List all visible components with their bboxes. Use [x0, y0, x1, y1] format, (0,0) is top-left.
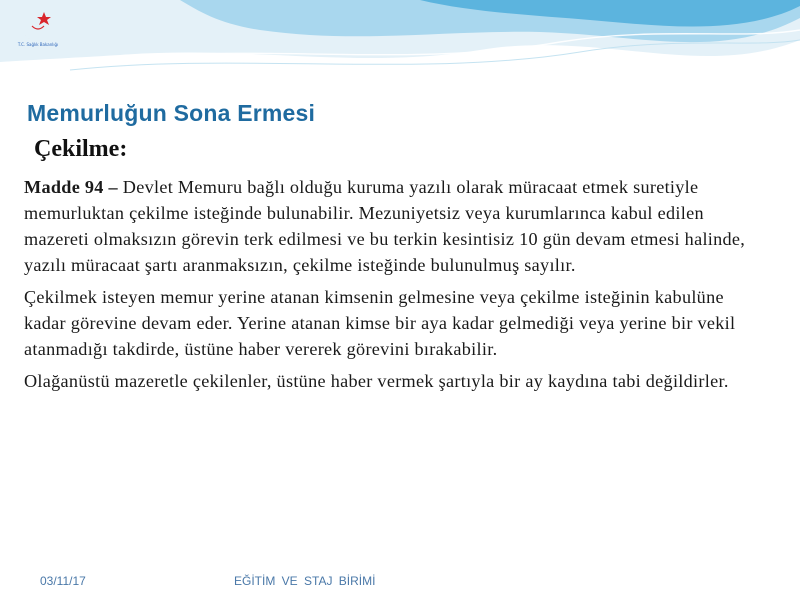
paragraph-3: Olağanüstü mazeretle çekilenler, üstüne haber vermek şartıyla bir ay kaydına tabi değildirler. — [24, 371, 729, 391]
footer-date: 03/11/17 — [40, 574, 86, 588]
paragraph-2: Çekilmek isteyen memur yerine atanan kimsenin gelmesine veya çekilme isteğinin kabulüne kadar görevine devam eder. Yerine atanan kimse bir aya kadar gelmediği veya yerine bir vekil atanmadığı takdirde, üstüne haber vererek görevini bırakabilir. — [24, 287, 736, 359]
section-heading: Çekilme: — [34, 136, 128, 162]
footer-unit: EĞİTİM VE STAJ BİRİMİ — [234, 574, 376, 588]
ministry-logo — [6, 4, 70, 74]
paragraph-1-text: Devlet Memuru bağlı olduğu kuruma yazılı olarak müracaat etmek suretiyle memurluktan çekilme isteğinde bulunabilir. Mezuniyetsiz veya kurumlarınca kabul edilen mazereti olmaksızın görevin terk edilmesi ve bu terkin kesintisiz 10 gün devam etmesi halinde, yazılı müracaat şartı aranmaksızın, çekilme isteğinde bulunulmuş sayılır. — [24, 177, 746, 275]
logo-caption: T.C. Sağlık Bakanlığı — [17, 42, 59, 47]
header-wave-decoration — [0, 0, 800, 100]
article-number: Madde 94 – — [24, 177, 118, 197]
body-text — [24, 174, 764, 400]
page-title: Memurluğun Sona Ermesi — [27, 100, 316, 126]
paragraph-1 — [24, 174, 764, 278]
